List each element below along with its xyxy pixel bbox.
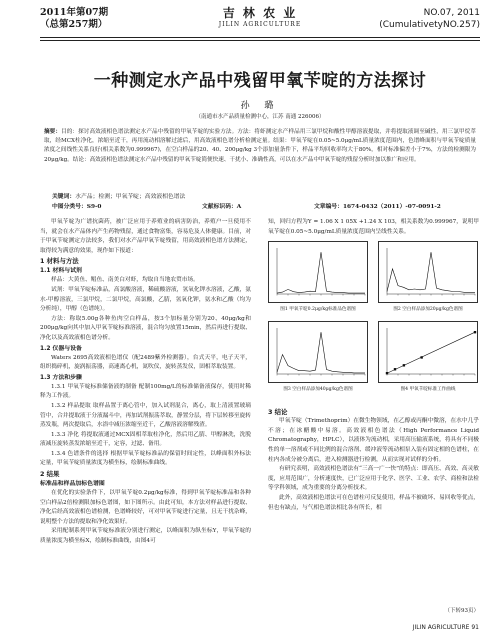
article-number: 文章编号：1674-0432（2011）-07-0091-2 — [314, 204, 441, 210]
method-paragraph: 方法：称取5.00g各种鱼肉空白样品，按3个加标量分别为20、40μg/kg和200μg/kg向其中加入甲氧苄啶标准溶液，混合均匀放置15min，然后再进行提取、净化以及高效液相色谱分析。 — [40, 315, 251, 341]
figure-2-panel — [378, 241, 478, 303]
figure-grid — [268, 239, 479, 407]
header-journal-name — [190, 7, 330, 29]
section-3-heading: 3 结论 — [268, 408, 288, 417]
article-affiliation: （南通市水产品质量检测中心，江苏 南通 226006） — [195, 114, 325, 120]
figure-4-caption: 图4 甲氧苄啶标准工作曲线 — [400, 387, 456, 393]
keywords-text: 水产品；检测；甲氧苄啶；高效液相色谱法 — [75, 194, 186, 200]
header-issue-en-block — [379, 7, 480, 31]
calibration-point — [474, 331, 476, 333]
article-author: 孙 璐 — [240, 101, 280, 111]
figure-4-calibration — [379, 322, 479, 384]
page-footer: JILIN AGRICULTURE 91 — [412, 624, 479, 631]
continued-note: （下转93页） — [444, 608, 479, 614]
journal-name-cn: 吉 林 农 业 — [222, 6, 298, 20]
left-column — [40, 218, 251, 547]
header-issue-cn: 2011年第07期 — [40, 7, 109, 18]
journal-name-en: JILIN AGRICULTURE — [218, 21, 302, 28]
step-1-3-3: 1.3.3 净化 将提取液通过MCX固相萃取柱净化，然后用乙腈、甲醇淋洗，洗脱液减压旋转蒸发浓缩至近干，定容，过滤、备用。 — [40, 431, 251, 448]
header-rule-thick — [40, 37, 480, 38]
article-title: 一种测定水产品中残留甲氧苄啶的方法探讨 — [93, 71, 427, 91]
conclusion-paragraph-3: 此外，高效液相色谱法可在色谱柱可反复使用，样品不被破坏、易回收等优点，但也有缺点，与气相色谱法相比各有所长，相 — [268, 494, 479, 511]
section-1-heading: 1 材料与方法 — [40, 257, 79, 266]
figure-1-caption: 图1 甲氧苄啶0.2μg/kg标准品色谱图 — [280, 307, 356, 313]
section-1-1-heading: 1.1 材料与试剂 — [40, 268, 82, 275]
conclusion-paragraph-1: 甲氧苄啶（Trimethoprim）在微生物领域，在乙醇或丙酮中微溶，在水中几乎不溶；在冰醋酸中易溶。高效液相色谱法（High Performance Liquid Chromatography，HPLC），以液体为流动相，采用高压输液系统，将具有不同极性的单一溶剂或不同比例的混合溶剂、缓冲液等流动相泵入装有固定相的色谱柱，在柱内各成分被分离后，进入检测器进行检测，从而实现对试样的分析。 — [268, 418, 479, 463]
regression-paragraph: 知，回归方程为Y = 1.06 X 1 05X +1.24 X 103，相关系数为0.999967，说明甲氧苄啶在0.05~5.0μg/mL质量浓度范围内呈线性关系。 — [268, 219, 479, 235]
header-issue-en: NO.07, 2011 — [423, 8, 480, 18]
abstract-label: 摘要： — [44, 129, 62, 135]
right-column — [268, 218, 479, 513]
chromatogram-trace — [387, 252, 475, 292]
chromatogram-trace — [277, 252, 365, 293]
journal-header — [40, 4, 480, 38]
intro-paragraph: 甲氧苄啶为广谱抗菌药，被广泛应用于养殖业的病害防治，养殖户一旦使用不当，就会在水产品体内产生药物残留，通过食物富集，容易危及人体健康。目前，对于甲氧苄啶测定方法较多，我们对水产品甲氧苄啶残留，用高效液相色谱方法测定，取得较为满意的效果，现作如下报道： — [40, 219, 251, 254]
calibration-line — [387, 332, 475, 373]
header-issue-block — [40, 7, 108, 31]
figure-4-panel — [378, 321, 478, 383]
document-code: 文献标识码：A — [202, 204, 242, 210]
calibration-point — [394, 368, 396, 370]
abstract — [44, 128, 476, 165]
figure-3-panel — [268, 321, 368, 383]
keywords-label: 关键词： — [52, 194, 76, 200]
figure-2-chromatogram — [379, 242, 479, 304]
header-rule-thin — [40, 40, 480, 41]
calibration-point — [403, 364, 405, 366]
step-1-3-4: 1.3.4 色谱条件的选择 根据甲氧苄啶标准品的保留时间定性，以峰面积外标法定量，甲氧苄啶质量浓度为横坐标，绘制标准曲线。 — [40, 450, 251, 467]
conclusion-paragraph-2: 有研究表明，高效液相色谱法有“三高一广一快”的特点：即高压、高效、高灵敏度，应用范围广，分析速度快，已广泛应用于化学、医学、工业、农学、商检和法检等学科领域，成为重要的分离分析技术。 — [268, 466, 479, 492]
figure-3-chromatogram — [269, 322, 369, 384]
calibration-point — [420, 356, 422, 358]
calibration-point — [386, 372, 388, 374]
abstract-text: 目的：探讨高效液相色谱法测定水产品中残留的甲氧苄啶的实验方法。方法：将虾测定水产样品用三氯甲烷和酸性甲醇溶液提取，并将提取液调至碱性，用三氯甲烷萃取，经MCX柱净化，浓缩至近干，再用流动相溶解过滤后，用高效液相色谱分析检测定量。结果：甲氧苄啶在0.05~5.0μg/mL质量浓度范围内，色谱峰面积与甲氧苄啶质量浓度之间线性关系良好(相关系数为0.999967)，在空白样品的20、40、200μg/kg 3个添加量条件下，样品平均回收率均大于80%，相对标准偏差小于7%，方法的检测限为20μg/kg。结论：高效液相色谱法测定水产品中残留的甲氧苄啶简便快速、干扰小、准确性高，可以在水产品中甲氧苄啶的残留分析时加以推广和应用。 — [44, 129, 476, 163]
figure-3-caption: 图3 空白样品添加40μg/kg色谱图 — [283, 387, 353, 393]
header-total-en: (CumulativetyNO.257) — [379, 20, 480, 30]
section-1-3-heading: 1.3 方法和步骤 — [40, 374, 82, 381]
keywords — [52, 193, 472, 202]
samples-paragraph: 样品：大黄鱼、鲳鱼、南美白对虾，均取自当地农贸市场。 — [51, 277, 199, 284]
section-2-1-heading: 标准品和样品加标色谱图 — [40, 481, 105, 488]
step-1-3-1: 1.3.1 甲氧苄啶标准储备液的制备 配制100mg/L的标准储备液保存，使用时稀释为工作液。 — [40, 383, 251, 400]
section-1-2-heading: 1.2 仪器与设备 — [40, 345, 82, 352]
results-paragraph-1: 在优化的实验条件下，以甲氧苄啶0.2μg/kg标准，得到甲氧苄啶标准品和各种空白样品2倍检测限加标色谱图，如下图所示。由此可知，本方法对样品进行提取、净化后经高效液相色谱检测，色谱峰较好，可对甲氧苄啶进行定量，且无干扰杂峰，说明整个方法的提取和净化效果好。 — [40, 490, 251, 525]
reagents-paragraph: 试剂：甲氧苄啶标准品，高氯酸溶液，稀硫酸溶液，氢氧化钾水溶液，乙酸，氨水-甲醇溶液，三氯甲烷，二氯甲烷，高氯酸，乙腈，氢氧化钾，氨水和乙酸（均为分析纯），甲醇（色谱纯）。 — [40, 286, 251, 313]
results-paragraph-2: 采用配制系列甲氧苄啶标准液分别进行测定，以峰面积为纵坐标Y，甲氧苄啶的质量浓度为横坐标X，绘制标准曲线，由图4可 — [40, 528, 251, 545]
instruments-paragraph: Waters 2695高效液相色谱仪（配2489紫外检测器），台式天平，电子天平，组织捣碎机，旋涡振荡器，高速离心机，氮吹仪，旋转蒸发仪，固相萃取装置。 — [40, 354, 251, 371]
step-1-3-2: 1.3.2 样品提取 取样品置于离心管中，加入试剂混合，离心，取上清液置玻璃管中，合并提取液于分液漏斗中，再加试剂振荡萃取，静置分层，将下层转移至旋转蒸发瓶，两次提取后，水浴中减压浓缩至近干，乙酸溶液溶解残渣。 — [40, 402, 251, 429]
section-2-heading: 2 结果 — [40, 470, 60, 479]
figure-2-caption: 图2 空白样品添加20μg/kg色谱图 — [393, 307, 463, 313]
figure-1-chromatogram — [269, 242, 369, 304]
figure-1-panel — [268, 241, 368, 303]
clc-number: 中图分类号：S9-0 — [52, 204, 102, 210]
header-total-cn: （总第257期） — [40, 19, 108, 30]
chromatogram-trace — [277, 332, 365, 373]
